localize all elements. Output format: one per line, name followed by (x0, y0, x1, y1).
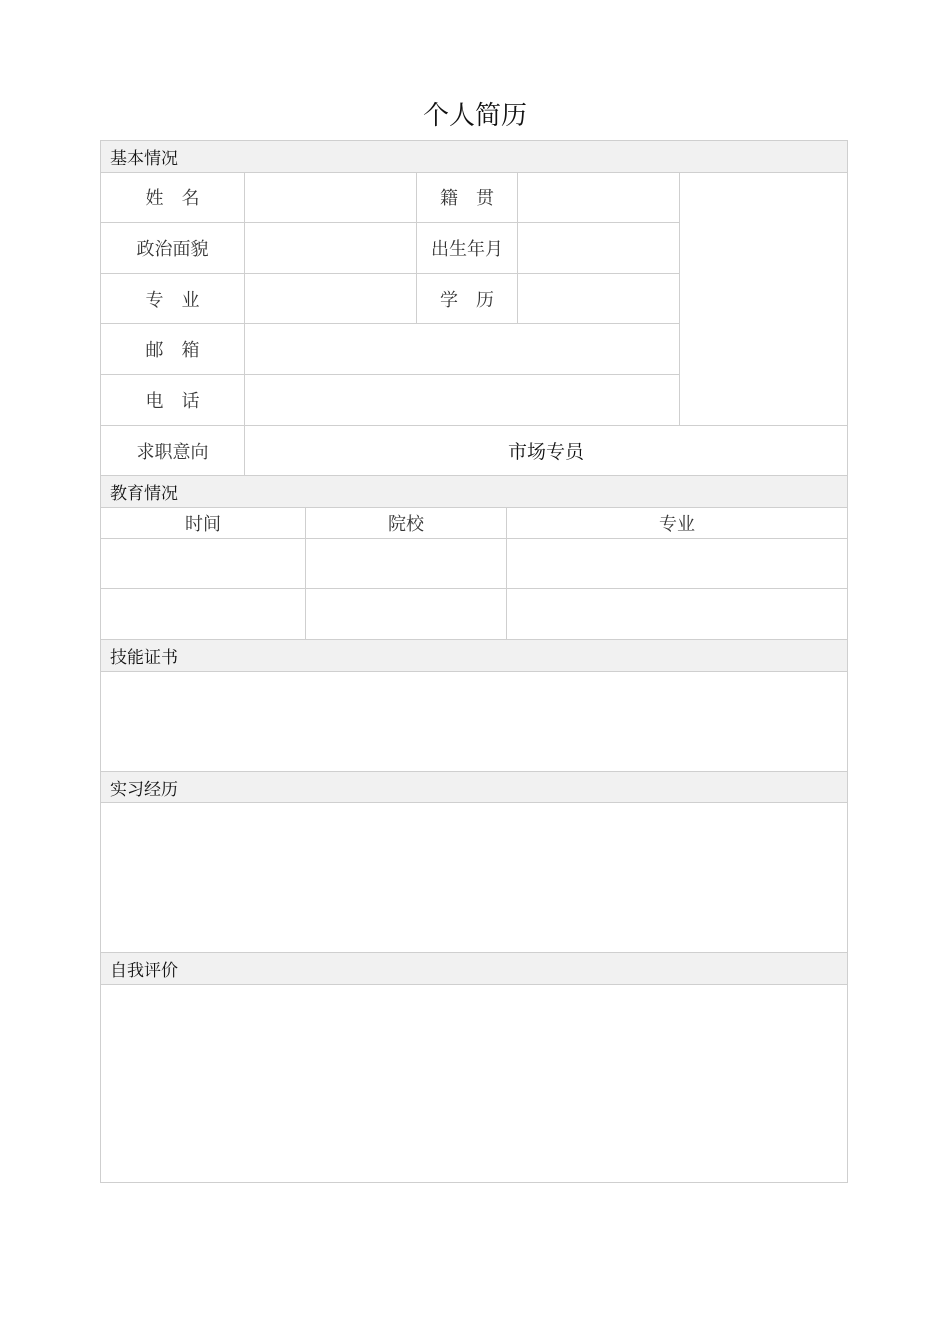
photo-area[interactable] (680, 173, 847, 425)
degree-label: 学 历 (440, 289, 494, 311)
internship-content[interactable] (101, 803, 847, 952)
phone-label: 电 话 (145, 391, 200, 412)
email-field[interactable] (245, 324, 679, 374)
section-header-self-eval: 自我评价 (101, 953, 847, 984)
name-label: 姓 名 (145, 188, 200, 209)
birth-label: 出生年月 (431, 239, 503, 260)
section-header-basic: 基本情况 (101, 141, 847, 172)
email-label: 邮 箱 (145, 340, 200, 361)
name-field[interactable] (245, 172, 416, 222)
section-header-education: 教育情况 (101, 476, 847, 507)
objective-label: 求职意向 (136, 441, 209, 463)
skills-content[interactable] (101, 672, 847, 771)
edu-col-school: 院校 (388, 514, 424, 535)
edu-row-2-major[interactable] (507, 589, 847, 639)
birth-field[interactable] (518, 223, 679, 273)
edu-row-1-school[interactable] (306, 539, 506, 588)
edu-col-major: 专业 (659, 514, 695, 535)
major-field[interactable] (245, 274, 416, 323)
section-header-skills: 技能证书 (101, 640, 847, 671)
self-eval-content[interactable] (101, 985, 847, 1182)
edu-row-1-time[interactable] (101, 539, 305, 588)
section-header-internship: 实习经历 (101, 772, 847, 803)
political-label: 政治面貌 (136, 239, 209, 260)
phone-field[interactable] (245, 375, 679, 425)
major-label: 专 业 (145, 289, 200, 311)
hometown-label: 籍 贯 (440, 188, 494, 209)
edu-row-2-time[interactable] (101, 589, 305, 639)
edu-row-2-school[interactable] (306, 589, 506, 639)
edu-row-1-major[interactable] (507, 539, 847, 588)
objective-value[interactable]: 市场专员 (507, 441, 584, 463)
political-field[interactable] (245, 223, 416, 273)
hometown-field[interactable] (518, 172, 679, 222)
page-title: 个人简历 (422, 101, 527, 131)
edu-col-time: 时间 (185, 514, 221, 535)
resume-form (100, 140, 848, 1183)
degree-field[interactable] (518, 274, 679, 323)
